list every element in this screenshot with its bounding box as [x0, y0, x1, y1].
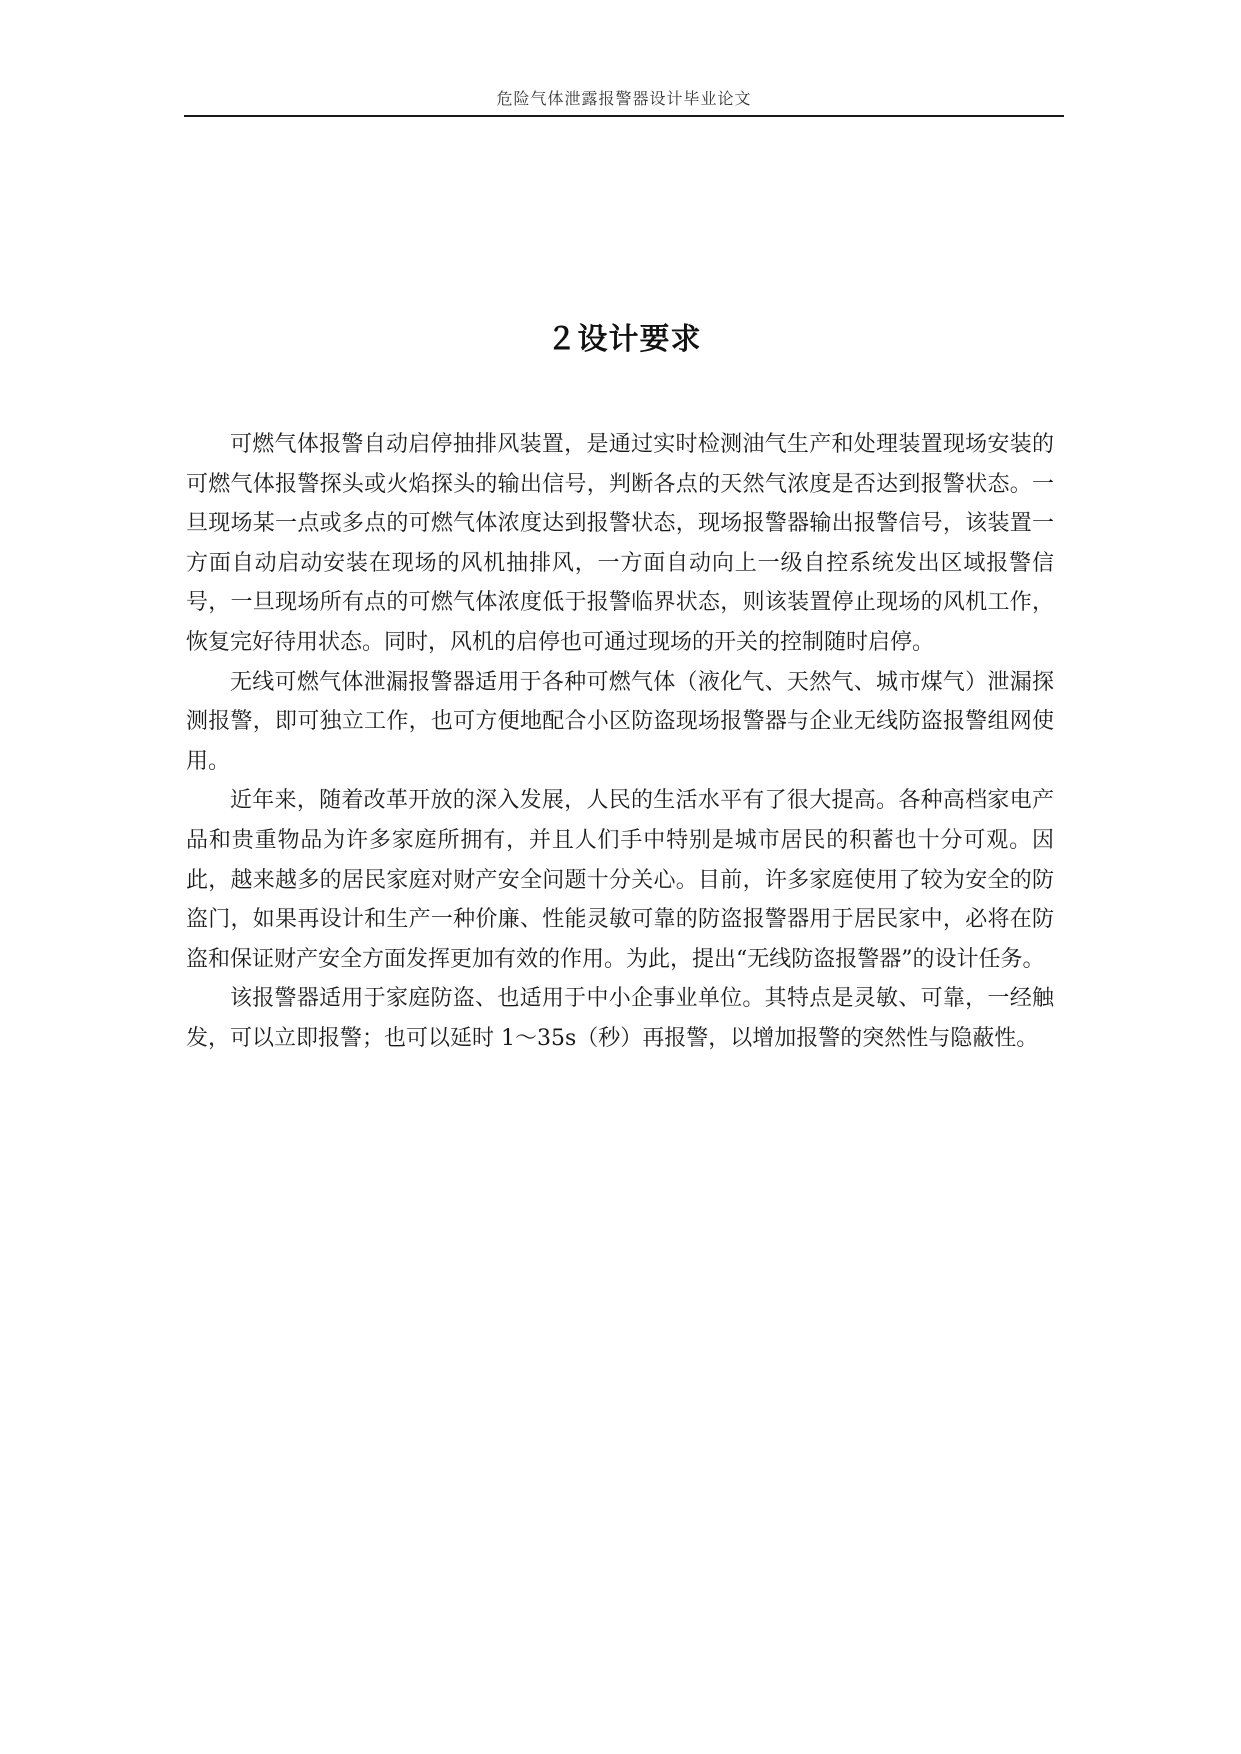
paragraph-4: 该报警器适用于家庭防盗、也适用于中小企事业单位。其特点是灵敏、可靠，一经触发，可以立即报警；也可以延时 1～35s（秒）再报警，以增加报警的突然性与隐蔽性。 [186, 986, 1054, 1051]
running-header: 危险气体泄露报警器设计毕业论文 [496, 89, 752, 108]
chapter-title: ２设计要求 [546, 322, 702, 357]
paragraph-2: 无线可燃气体泄漏报警器适用于各种可燃气体（液化气、天然气、城市煤气）泄漏探测报警，即可独立工作，也可方便地配合小区防盗现场报警器与企业无线防盗报警组网使用。 [186, 669, 1054, 774]
body-text [186, 425, 1054, 1059]
header-divider [184, 115, 1064, 117]
paragraph-1: 可燃气体报警自动启停抽排风装置，是通过实时检测油气生产和处理装置现场安装的可燃气体报警探头或火焰探头的输出信号，判断各点的天然气浓度是否达到报警状态。一旦现场某一点或多点的可燃气体浓度达到报警状态，现场报警器输出报警信号，该装置一方面自动启动安装在现场的风机抽排风，一方面自动向上一级自控系统发出区域报警信号，一旦现场所有点的可燃气体浓度低于报警临界状态，则该装置停止现场的风机工作，恢复完好待用状态。同时，风机的启停也可通过现场的开关的控制随时启停。 [186, 432, 1054, 655]
paragraph-3: 近年来，随着改革开放的深入发展，人民的生活水平有了很大提高。各种高档家电产品和贵重物品为许多家庭所拥有，并且人们手中特别是城市居民的积蓄也十分可观。因此，越来越多的居民家庭对财产安全问题十分关心。目前，许多家庭使用了较为安全的防盗门，如果再设计和生产一种价廉、性能灵敏可靠的防盗报警器用于居民家中，必将在防盗和保证财产安全方面发挥更加有效的作用。为此，提出“无线防盗报警器”的设计任务。 [186, 788, 1054, 972]
